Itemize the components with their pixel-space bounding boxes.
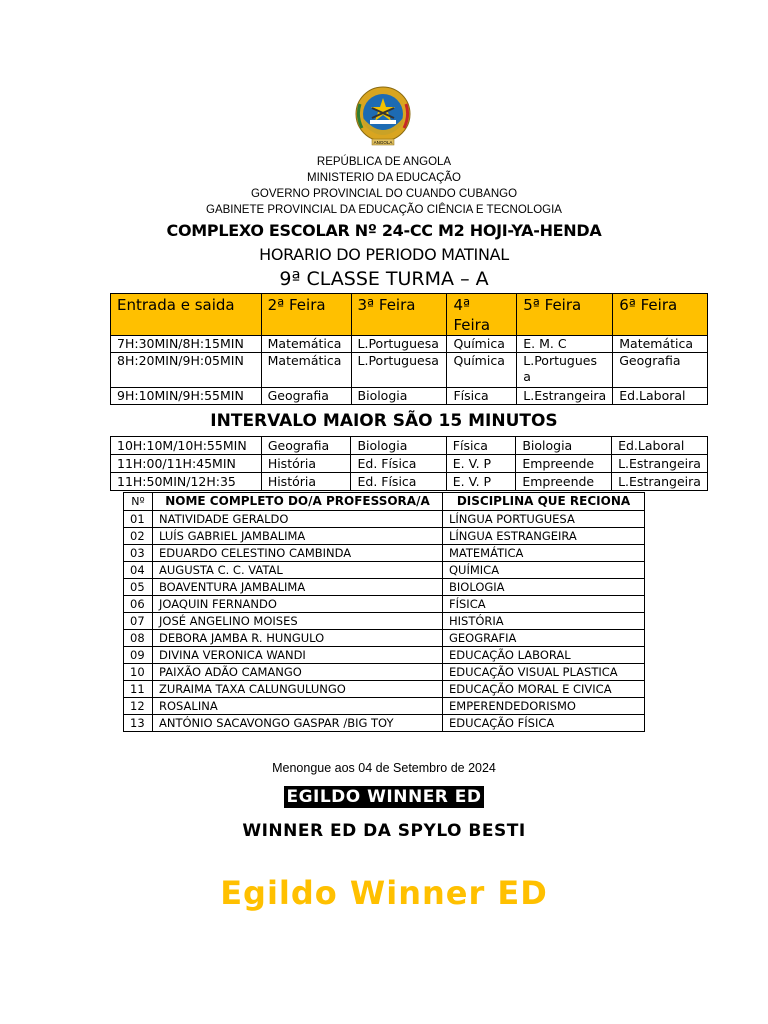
subject-cell: Geografia bbox=[261, 388, 351, 405]
table-row bbox=[124, 528, 645, 545]
table-row bbox=[124, 596, 645, 613]
table-row bbox=[111, 336, 708, 353]
table-row bbox=[124, 511, 645, 528]
teacher-name-cell: LUÍS GABRIEL JAMBALIMA bbox=[153, 528, 443, 545]
table-row bbox=[111, 455, 708, 473]
schedule-table-morning bbox=[110, 293, 708, 405]
signature-highlighted: EGILDO WINNER ED bbox=[286, 787, 482, 807]
discipline-cell: LÍNGUA PORTUGUESA bbox=[443, 511, 645, 528]
number-cell: 13 bbox=[124, 715, 153, 732]
discipline-cell: LÍNGUA ESTRANGEIRA bbox=[443, 528, 645, 545]
subject-cell: História bbox=[261, 455, 351, 473]
discipline-cell: BIOLOGIA bbox=[443, 579, 645, 596]
schedule-table-after-break bbox=[110, 436, 708, 491]
number-cell: 03 bbox=[124, 545, 153, 562]
teacher-name-cell: DEBORA JAMBA R. HUNGULO bbox=[153, 630, 443, 647]
header-cell: NOME COMPLETO DO/A PROFESSORA/A bbox=[153, 493, 443, 511]
table-row bbox=[111, 388, 708, 405]
number-cell: 01 bbox=[124, 511, 153, 528]
header-ministry: MINISTERIO DA EDUCAÇÃO bbox=[307, 172, 461, 184]
header-cell: 3ª Feira bbox=[351, 294, 447, 336]
number-cell: 10 bbox=[124, 664, 153, 681]
class-title: 9ª CLASSE TURMA – A bbox=[279, 268, 489, 290]
subject-cell: L.Portugues a bbox=[517, 353, 613, 388]
subject-cell: Química bbox=[447, 336, 517, 353]
header-cabinet: GABINETE PROVINCIAL DA EDUCAÇÃO CIÊNCIA E TECNOLOGIA bbox=[206, 204, 562, 216]
discipline-cell: GEOGRAFIA bbox=[443, 630, 645, 647]
subject-cell: Biologia bbox=[351, 437, 446, 455]
number-cell: 11 bbox=[124, 681, 153, 698]
signature-subtitle: WINNER ED DA SPYLO BESTI bbox=[242, 821, 526, 841]
discipline-cell: HISTÓRIA bbox=[443, 613, 645, 630]
number-cell: 02 bbox=[124, 528, 153, 545]
number-cell: 05 bbox=[124, 579, 153, 596]
table-row bbox=[124, 579, 645, 596]
subject-cell: Física bbox=[446, 437, 516, 455]
discipline-cell: MATEMÁTICA bbox=[443, 545, 645, 562]
subject-cell: Matemática bbox=[261, 336, 351, 353]
header-cell: Entrada e saida bbox=[111, 294, 262, 336]
header-cell: DISCIPLINA QUE RECIONA bbox=[443, 493, 645, 511]
school-name: COMPLEXO ESCOLAR Nº 24-CC M2 HOJI-YA-HENDA bbox=[166, 221, 602, 240]
subject-cell: Ed. Física bbox=[351, 455, 446, 473]
table-row bbox=[111, 437, 708, 455]
subject-cell: Química bbox=[447, 353, 517, 388]
subject-cell: Física bbox=[447, 388, 517, 405]
signature-block bbox=[0, 786, 768, 808]
teacher-name-cell: BOAVENTURA JAMBALIMA bbox=[153, 579, 443, 596]
number-cell: 12 bbox=[124, 698, 153, 715]
discipline-cell: EDUCAÇÃO VISUAL PLASTICA bbox=[443, 664, 645, 681]
teacher-name-cell: AUGUSTA C. C. VATAL bbox=[153, 562, 443, 579]
header-cell: 5ª Feira bbox=[517, 294, 613, 336]
time-cell: 11H:00/11H:45MIN bbox=[111, 455, 262, 473]
number-cell: 04 bbox=[124, 562, 153, 579]
angola-emblem-icon bbox=[350, 84, 416, 148]
teachers-header-row bbox=[124, 493, 645, 511]
time-cell: 9H:10MIN/9H:55MIN bbox=[111, 388, 262, 405]
break-notice: INTERVALO MAIOR SÃO 15 MINUTOS bbox=[210, 411, 558, 431]
table-row bbox=[124, 562, 645, 579]
signature-large: Egildo Winner ED bbox=[220, 874, 548, 912]
time-cell: 7H:30MIN/8H:15MIN bbox=[111, 336, 262, 353]
discipline-cell: FÍSICA bbox=[443, 596, 645, 613]
subject-cell: E. V. P bbox=[446, 473, 516, 491]
teacher-name-cell: EDUARDO CELESTINO CAMBINDA bbox=[153, 545, 443, 562]
teacher-name-cell: JOAQUIN FERNANDO bbox=[153, 596, 443, 613]
schedule-title: HORARIO DO PERIODO MATINAL bbox=[259, 245, 509, 264]
subject-cell: Empreende bbox=[516, 473, 612, 491]
subject-cell: E. V. P bbox=[446, 455, 516, 473]
subject-cell: E. M. C bbox=[517, 336, 613, 353]
subject-cell: L.Portuguesa bbox=[351, 336, 447, 353]
subject-cell: Matemática bbox=[261, 353, 351, 388]
subject-cell: Ed.Laboral bbox=[612, 437, 708, 455]
subject-cell: Geografia bbox=[261, 437, 351, 455]
number-cell: 06 bbox=[124, 596, 153, 613]
table-row bbox=[124, 647, 645, 664]
number-cell: 07 bbox=[124, 613, 153, 630]
subject-cell: Biologia bbox=[351, 388, 447, 405]
table-row bbox=[124, 545, 645, 562]
table-row bbox=[111, 473, 708, 491]
subject-cell: Geografia bbox=[613, 353, 708, 388]
subject-cell: L.Estrangeira bbox=[517, 388, 613, 405]
place-date: Menongue aos 04 de Setembro de 2024 bbox=[272, 761, 496, 775]
teacher-name-cell: ROSALINA bbox=[153, 698, 443, 715]
teacher-name-cell: PAIXÃO ADÃO CAMANGO bbox=[153, 664, 443, 681]
table-row bbox=[124, 715, 645, 732]
discipline-cell: QUÍMICA bbox=[443, 562, 645, 579]
teacher-name-cell: DIVINA VERONICA WANDI bbox=[153, 647, 443, 664]
subject-cell: L.Portuguesa bbox=[351, 353, 447, 388]
subject-cell: Biologia bbox=[516, 437, 612, 455]
time-cell: 11H:50MIN/12H:35 bbox=[111, 473, 262, 491]
header-cell: 4ª Feira bbox=[447, 294, 517, 336]
header-republic: REPÚBLICA DE ANGOLA bbox=[316, 156, 452, 168]
schedule-header-row bbox=[111, 294, 708, 336]
number-cell: 08 bbox=[124, 630, 153, 647]
subject-cell: Ed. Física bbox=[351, 473, 446, 491]
table-row bbox=[124, 613, 645, 630]
subject-cell: Ed.Laboral bbox=[613, 388, 708, 405]
header-government: GOVERNO PROVINCIAL DO CUANDO CUBANGO bbox=[250, 188, 518, 200]
table-row bbox=[111, 353, 708, 388]
teachers-table bbox=[123, 492, 645, 732]
teacher-name-cell: ZURAIMA TAXA CALUNGULUNGO bbox=[153, 681, 443, 698]
subject-cell: História bbox=[261, 473, 351, 491]
emblem-label: ANGOLA bbox=[373, 140, 393, 145]
header-cell: 2ª Feira bbox=[261, 294, 351, 336]
subject-cell: L.Estrangeira bbox=[612, 455, 708, 473]
table-row bbox=[124, 681, 645, 698]
table-row bbox=[124, 698, 645, 715]
subject-cell: L.Estrangeira bbox=[612, 473, 708, 491]
table-row bbox=[124, 630, 645, 647]
header-cell: 6ª Feira bbox=[613, 294, 708, 336]
discipline-cell: EDUCAÇÃO MORAL E CIVICA bbox=[443, 681, 645, 698]
subject-cell: Empreende bbox=[516, 455, 612, 473]
number-cell: 09 bbox=[124, 647, 153, 664]
time-cell: 10H:10M/10H:55MIN bbox=[111, 437, 262, 455]
header-cell: Nº bbox=[124, 493, 153, 511]
time-cell: 8H:20MIN/9H:05MIN bbox=[111, 353, 262, 388]
table-row bbox=[124, 664, 645, 681]
teacher-name-cell: ANTÓNIO SACAVONGO GASPAR /BIG TOY bbox=[153, 715, 443, 732]
subject-cell: Matemática bbox=[613, 336, 708, 353]
discipline-cell: EDUCAÇÃO LABORAL bbox=[443, 647, 645, 664]
discipline-cell: EMPERENDEDORISMO bbox=[443, 698, 645, 715]
teacher-name-cell: NATIVIDADE GERALDO bbox=[153, 511, 443, 528]
discipline-cell: EDUCAÇÃO FÍSICA bbox=[443, 715, 645, 732]
teacher-name-cell: JOSÉ ANGELINO MOISES bbox=[153, 613, 443, 630]
